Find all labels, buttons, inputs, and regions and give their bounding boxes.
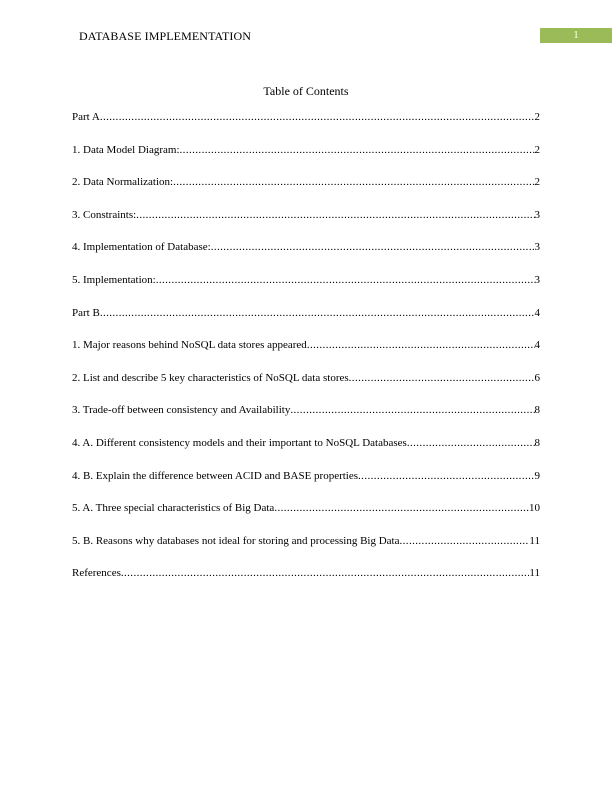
toc-entry-acid-base[interactable] (72, 470, 540, 503)
toc-dot-leader (290, 404, 534, 416)
toc-entry-page: 11 (529, 567, 540, 580)
toc-entry-consistency-models[interactable] (72, 437, 540, 470)
toc-entry-page: 10 (529, 502, 540, 515)
toc-entry-label: References (72, 567, 121, 580)
toc-dot-leader (156, 274, 535, 286)
toc-entry-label: 5. Implementation: (72, 273, 156, 286)
toc-entry-label: 4. B. Explain the difference between ACID and BASE properties (72, 469, 359, 482)
running-head: DATABASE IMPLEMENTATION (79, 29, 252, 43)
toc-entry-label: 2. Data Normalization: (72, 176, 174, 189)
toc-dot-leader (407, 437, 535, 449)
toc-entry-nosql-reasons[interactable] (72, 339, 540, 372)
toc-entry-label: 5. B. Reasons why databases not ideal for storing and processing Big Data (72, 534, 400, 547)
toc-entry-label: 4. Implementation of Database: (72, 241, 211, 254)
toc-dot-leader (274, 502, 529, 514)
toc-entry-big-data-characteristics[interactable] (72, 502, 540, 535)
toc-entry-page: 9 (534, 469, 540, 482)
toc-dot-leader (136, 209, 534, 221)
toc-entry-label: 1. Major reasons behind NoSQL data stores appeared (72, 339, 307, 352)
toc-entry-page: 6 (534, 371, 540, 384)
toc-entry-page: 2 (534, 143, 540, 156)
toc-entry-implementation[interactable] (72, 274, 540, 307)
toc-entry-label: 3. Trade-off between consistency and Availability (72, 404, 291, 417)
page-number-badge: 1 (540, 28, 612, 43)
toc-entry-label: Part B (72, 306, 100, 319)
toc-entry-consistency-availability[interactable] (72, 404, 540, 437)
toc-entry-label: 1. Data Model Diagram: (72, 143, 180, 156)
toc-dot-leader (173, 176, 534, 188)
toc-entry-label: 5. A. Three special characteristics of Big Data (72, 502, 275, 515)
toc-entry-part-a[interactable] (72, 111, 540, 144)
toc-entry-page: 2 (534, 111, 540, 123)
toc-entry-page: 2 (534, 176, 540, 189)
toc-entry-label: 2. List and describe 5 key characteristics of NoSQL data stores (72, 371, 349, 384)
toc-entry-label: 4. A. Different consistency models and their important to NoSQL Databases (72, 436, 407, 449)
toc-entry-big-data-databases[interactable] (72, 535, 540, 568)
toc-entry-page: 3 (534, 208, 540, 221)
toc-dot-leader (100, 111, 535, 123)
toc-entry-references[interactable] (72, 567, 540, 600)
toc-entry-constraints[interactable] (72, 209, 540, 242)
toc-dot-leader (358, 470, 534, 482)
toc-entry-data-normalization[interactable] (72, 176, 540, 209)
toc-entry-page: 4 (534, 339, 540, 352)
toc-entry-implementation-of-database[interactable] (72, 241, 540, 274)
toc-entry-page: 3 (534, 273, 540, 286)
toc-dot-leader (307, 339, 535, 351)
toc-dot-leader (400, 535, 530, 547)
toc-entry-page: 11 (529, 534, 540, 547)
toc-entry-page: 4 (534, 306, 540, 319)
toc-dot-leader (211, 241, 535, 253)
toc-entry-label: 3. Constraints: (72, 208, 137, 221)
toc-entry-part-b[interactable] (72, 307, 540, 340)
toc-dot-leader (100, 307, 535, 319)
toc-entry-data-model-diagram[interactable] (72, 144, 540, 177)
toc-dot-leader (349, 372, 535, 384)
toc-title: Table of Contents (263, 84, 349, 98)
toc-dot-leader (180, 144, 535, 156)
toc-entry-page: 8 (534, 436, 540, 449)
toc-entry-page: 3 (534, 241, 540, 254)
toc-entry-nosql-characteristics[interactable] (72, 372, 540, 405)
toc-entry-label: Part A (72, 111, 100, 123)
toc-entry-page: 8 (534, 404, 540, 417)
toc-dot-leader (121, 567, 530, 579)
table-of-contents (72, 111, 540, 600)
